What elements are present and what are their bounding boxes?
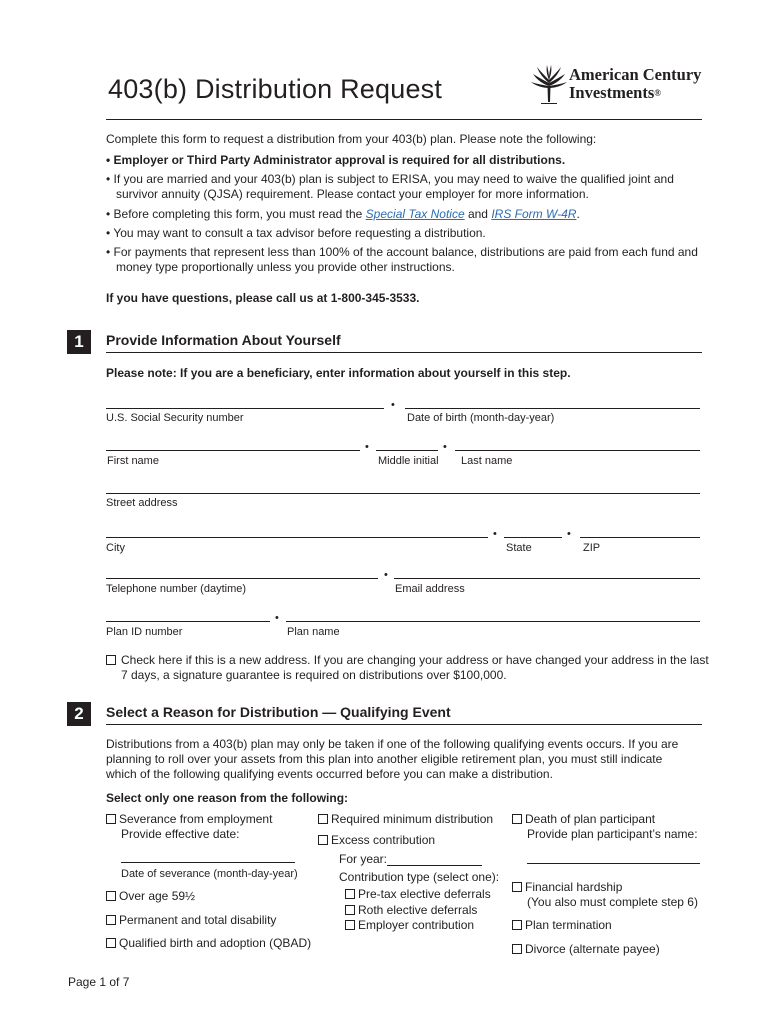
email-field[interactable] bbox=[394, 578, 700, 579]
company-logo bbox=[569, 66, 701, 102]
telephone-label: Telephone number (daytime) bbox=[106, 583, 247, 595]
email-label: Email address bbox=[395, 583, 465, 595]
hardship-note: (You also must complete step 6) bbox=[527, 895, 698, 909]
option-hardship[interactable]: Financial hardship bbox=[512, 880, 622, 895]
street-address-field[interactable] bbox=[106, 493, 700, 494]
severance-date-label: Date of severance (month-day-year) bbox=[121, 868, 298, 880]
intro-bullet-approval: • Employer or Third Party Administrator approval is required for all distributions. bbox=[106, 153, 566, 167]
city-label: City bbox=[106, 542, 125, 554]
zip-label: ZIP bbox=[583, 542, 601, 554]
option-excess[interactable]: Excess contribution bbox=[318, 833, 435, 848]
dob-label: Date of birth (month-day-year) bbox=[407, 412, 555, 424]
step2-desc-line2: planning to roll over your assets from this plan into another eligible retirement plan, you must still indicate bbox=[106, 752, 663, 766]
step2-number-badge: 2 bbox=[67, 702, 91, 726]
field-separator: • bbox=[443, 441, 447, 453]
special-tax-notice-link[interactable]: Special Tax Notice bbox=[365, 207, 465, 221]
for-year-field[interactable] bbox=[387, 865, 482, 866]
intro-bullet-notice: • Before completing this form, you must read the Special Tax Notice and IRS Form W-4R. bbox=[106, 207, 580, 221]
new-address-text: Check here if this is a new address. If you are changing your address or have changed your address in the last bbox=[121, 653, 709, 667]
employer-contribution-checkbox[interactable] bbox=[345, 920, 355, 930]
qbad-checkbox[interactable] bbox=[106, 938, 116, 948]
death-checkbox[interactable] bbox=[512, 814, 522, 824]
last-name-label: Last name bbox=[461, 455, 513, 467]
header-rule bbox=[106, 119, 702, 120]
street-address-label: Street address bbox=[106, 497, 178, 509]
telephone-field[interactable] bbox=[106, 578, 378, 579]
plan-id-field[interactable] bbox=[106, 621, 270, 622]
option-termination[interactable]: Plan termination bbox=[512, 918, 612, 933]
field-separator: • bbox=[384, 569, 388, 581]
hardship-checkbox[interactable] bbox=[512, 882, 522, 892]
step1-number-badge: 1 bbox=[67, 330, 91, 354]
zip-field[interactable] bbox=[580, 537, 700, 538]
pretax-checkbox[interactable] bbox=[345, 889, 355, 899]
participant-name-field[interactable] bbox=[527, 863, 700, 864]
page-title: 403(b) Distribution Request bbox=[108, 74, 443, 104]
first-name-label: First name bbox=[107, 455, 159, 467]
new-address-checkbox[interactable] bbox=[106, 655, 116, 665]
severance-checkbox[interactable] bbox=[106, 814, 116, 824]
excess-checkbox[interactable] bbox=[318, 835, 328, 845]
for-year-label: For year: bbox=[339, 852, 388, 866]
intro-lead: Complete this form to request a distribution from your 403(b) plan. Please note the following: bbox=[106, 132, 597, 146]
irs-form-w4r-link[interactable]: IRS Form W-4R bbox=[491, 207, 577, 221]
intro-bullet-erisa: • If you are married and your 403(b) plan is subject to ERISA, you may need to waive the qualified joint and bbox=[106, 172, 674, 186]
intro-bullet-proportional-cont: money type proportionally unless you provide other instructions. bbox=[116, 260, 455, 274]
step1-beneficiary-note: Please note: If you are a beneficiary, enter information about yourself in this step. bbox=[106, 366, 571, 380]
option-pretax[interactable]: Pre-tax elective deferrals bbox=[345, 887, 491, 902]
plan-name-label: Plan name bbox=[287, 626, 340, 638]
step2-rule bbox=[106, 724, 702, 725]
option-over-age[interactable]: Over age 59½ bbox=[106, 889, 195, 904]
new-address-text-cont: 7 days, a signature guarantee is required on distributions over $100,000. bbox=[121, 668, 507, 682]
step1-rule bbox=[106, 352, 702, 353]
step2-heading: Select a Reason for Distribution — Qualifying Event bbox=[106, 704, 451, 720]
logo-line1: American Century bbox=[569, 65, 702, 84]
dob-field[interactable] bbox=[405, 408, 700, 409]
option-employer-contribution[interactable]: Employer contribution bbox=[345, 918, 474, 933]
option-death[interactable]: Death of plan participant bbox=[512, 812, 655, 827]
field-separator: • bbox=[391, 399, 395, 411]
last-name-field[interactable] bbox=[455, 450, 700, 451]
divorce-checkbox[interactable] bbox=[512, 944, 522, 954]
plan-id-label: Plan ID number bbox=[106, 626, 183, 638]
ssn-field[interactable] bbox=[106, 408, 384, 409]
option-severance[interactable]: Severance from employment bbox=[106, 812, 272, 827]
intro-bullet-advisor: • You may want to consult a tax advisor before requesting a distribution. bbox=[106, 226, 486, 240]
severance-date-field[interactable] bbox=[121, 862, 295, 863]
step2-desc-line3: which of the following qualifying events occurred before you can make a distribution. bbox=[106, 767, 553, 781]
plan-name-field[interactable] bbox=[286, 621, 700, 622]
step1-heading: Provide Information About Yourself bbox=[106, 332, 341, 348]
page-number: Page 1 of 7 bbox=[68, 975, 130, 989]
field-separator: • bbox=[365, 441, 369, 453]
ssn-label: U.S. Social Security number bbox=[106, 412, 244, 424]
state-label: State bbox=[506, 542, 532, 554]
select-one-instruction: Select only one reason from the following: bbox=[106, 791, 349, 805]
option-rmd[interactable]: Required minimum distribution bbox=[318, 812, 493, 827]
rmd-checkbox[interactable] bbox=[318, 814, 328, 824]
disability-checkbox[interactable] bbox=[106, 915, 116, 925]
middle-initial-label: Middle initial bbox=[378, 455, 439, 467]
over-age-checkbox[interactable] bbox=[106, 891, 116, 901]
first-name-field[interactable] bbox=[106, 450, 360, 451]
contribution-type-label: Contribution type (select one): bbox=[339, 870, 500, 884]
option-disability[interactable]: Permanent and total disability bbox=[106, 913, 276, 928]
tree-logo-icon bbox=[531, 64, 567, 104]
option-qbad[interactable]: Qualified birth and adoption (QBAD) bbox=[106, 936, 311, 951]
roth-checkbox[interactable] bbox=[345, 905, 355, 915]
termination-checkbox[interactable] bbox=[512, 920, 522, 930]
field-separator: • bbox=[493, 528, 497, 540]
option-divorce[interactable]: Divorce (alternate payee) bbox=[512, 942, 660, 957]
state-field[interactable] bbox=[504, 537, 562, 538]
option-roth[interactable]: Roth elective deferrals bbox=[345, 903, 477, 918]
logo-line2: Investments® bbox=[569, 83, 661, 102]
participant-name-label: Provide plan participant’s name: bbox=[527, 827, 698, 841]
field-separator: • bbox=[275, 612, 279, 624]
city-field[interactable] bbox=[106, 537, 488, 538]
field-separator: • bbox=[567, 528, 571, 540]
middle-initial-field[interactable] bbox=[376, 450, 438, 451]
intro-bullet-proportional: • For payments that represent less than 100% of the account balance, distributions are paid from each fund and bbox=[106, 245, 698, 259]
step2-desc-line1: Distributions from a 403(b) plan may only be taken if one of the following qualifying events occurs. If you are bbox=[106, 737, 679, 751]
questions-phone: If you have questions, please call us at 1-800-345-3533. bbox=[106, 291, 420, 305]
effective-date-label: Provide effective date: bbox=[121, 827, 240, 841]
intro-bullet-erisa-cont: survivor annuity (QJSA) requirement. Please contact your employer for more information. bbox=[116, 187, 589, 201]
